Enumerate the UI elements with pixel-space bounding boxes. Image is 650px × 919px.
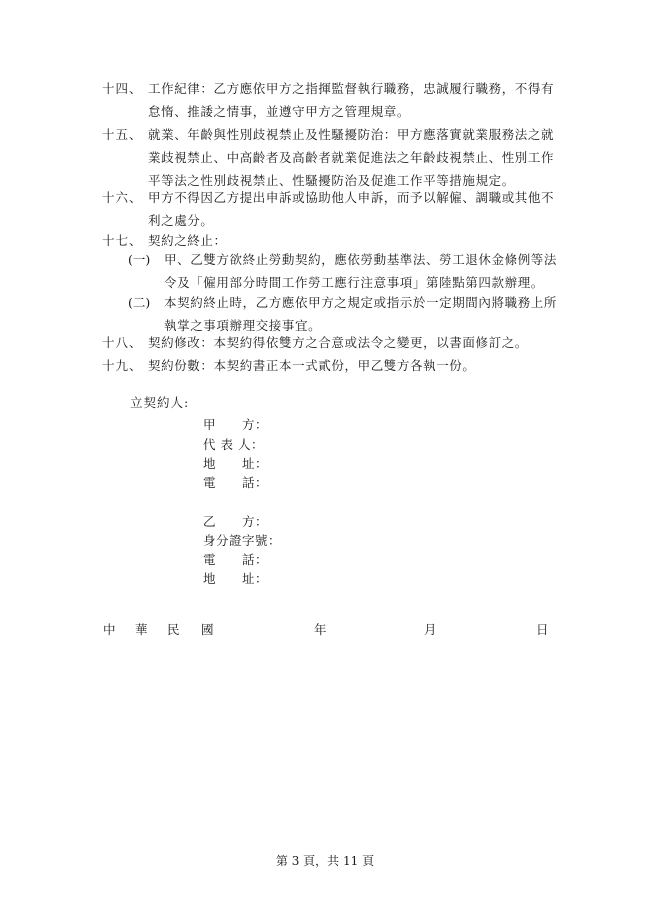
clause-16: [102, 186, 572, 232]
clause-text-line: 甲方不得因乙方提出申訴或協助他人申訴，而予以解僱、調職或其他不: [148, 190, 555, 205]
clause-number: 十九、: [102, 358, 143, 373]
field-colon: ：: [255, 552, 269, 567]
field-label: 地 址: [203, 571, 256, 586]
clause-number: 十四、: [102, 81, 143, 96]
party-b-address-field: [203, 569, 268, 587]
field-label: 甲 方: [203, 417, 256, 432]
clause-18: [102, 331, 572, 354]
subclause-text-line: 執掌之事項辦理交接事宜。: [164, 318, 322, 333]
party-a-address-field: [203, 454, 268, 472]
clause-text-line: 契約之終止：: [148, 233, 227, 248]
day-label: 日: [536, 622, 549, 637]
clause-14: [102, 77, 572, 123]
clause-19: [102, 354, 572, 377]
roc-char: 國: [201, 622, 214, 637]
month-label: 月: [424, 622, 437, 637]
party-a-phone-field: [203, 473, 268, 491]
clause-number: 十五、: [102, 127, 143, 142]
clause-15: [102, 123, 572, 192]
field-colon: ：: [255, 417, 269, 432]
clause-text-line: 契約修改：本契約得依雙方之合意或法令之變更，以書面修訂之。: [148, 335, 528, 350]
field-label: 代 表 人: [203, 437, 251, 452]
clause-text-line: 怠惰、推諉之情事，並遵守甲方之管理規章。: [148, 104, 411, 119]
field-label: 電 話: [203, 552, 256, 567]
subclause-number: (一): [128, 252, 151, 267]
party-a-name-field: [203, 415, 268, 433]
field-colon: ：: [255, 571, 269, 586]
party-b-name-field: [203, 512, 268, 530]
subclause-text-line: 甲、乙雙方欲終止勞動契約，應依勞動基準法、勞工退休金條例等法: [164, 252, 558, 267]
field-label: 身分證字號: [203, 533, 269, 548]
field-colon: ：: [255, 514, 269, 529]
clause-text-line: 平等法之性別歧視禁止、性騷擾防治及促進工作平等措施規定。: [148, 173, 515, 188]
party-a-representative-field: [203, 435, 264, 453]
signatories-title: 立契約人:: [130, 395, 190, 410]
clause-text-line: 業歧視禁止、中高齡者及高齡者就業促進法之年齡歧視禁止、性別工作: [148, 150, 555, 165]
field-label: 電 話: [203, 475, 256, 490]
clause-text-line: 契約份數：本契約書正本一式貳份，甲乙雙方各執一份。: [148, 358, 476, 373]
subclause-text-line: 令及「僱用部分時間工作勞工應行注意事項」第陸點第四款辦理。: [164, 275, 544, 290]
subclause-text-line: 本契約終止時，乙方應依甲方之規定或指示於一定期間內將職務上所: [164, 295, 558, 310]
clause-number: 十八、: [102, 335, 143, 350]
clause-text-line: 工作紀律：乙方應依甲方之指揮監督執行職務，忠誠履行職務，不得有: [148, 81, 555, 96]
party-b-phone-field: [203, 550, 268, 568]
subclause-number: (二): [128, 295, 151, 310]
roc-char: 中: [103, 622, 116, 637]
field-label: 乙 方: [203, 514, 256, 529]
clause-text-line: 就業、年齡與性別歧視禁止及性騷擾防治：甲方應落實就業服務法之就: [148, 127, 555, 142]
roc-char: 華: [135, 622, 148, 637]
date-line: [0, 620, 650, 640]
field-colon: ：: [250, 437, 264, 452]
subclause-1: [128, 248, 578, 294]
page-footer: 第 3 頁，共 11 頁: [275, 854, 375, 868]
year-label: 年: [314, 622, 327, 637]
party-b-id-number-field: [203, 531, 281, 549]
field-colon: ：: [255, 475, 269, 490]
field-label: 地 址: [203, 456, 256, 471]
clause-number: 十七、: [102, 233, 143, 248]
clause-text-line: 利之處分。: [148, 213, 214, 228]
field-colon: ：: [255, 456, 269, 471]
roc-char: 民: [167, 622, 180, 637]
field-colon: ：: [268, 533, 282, 548]
clause-number: 十六、: [102, 190, 143, 205]
